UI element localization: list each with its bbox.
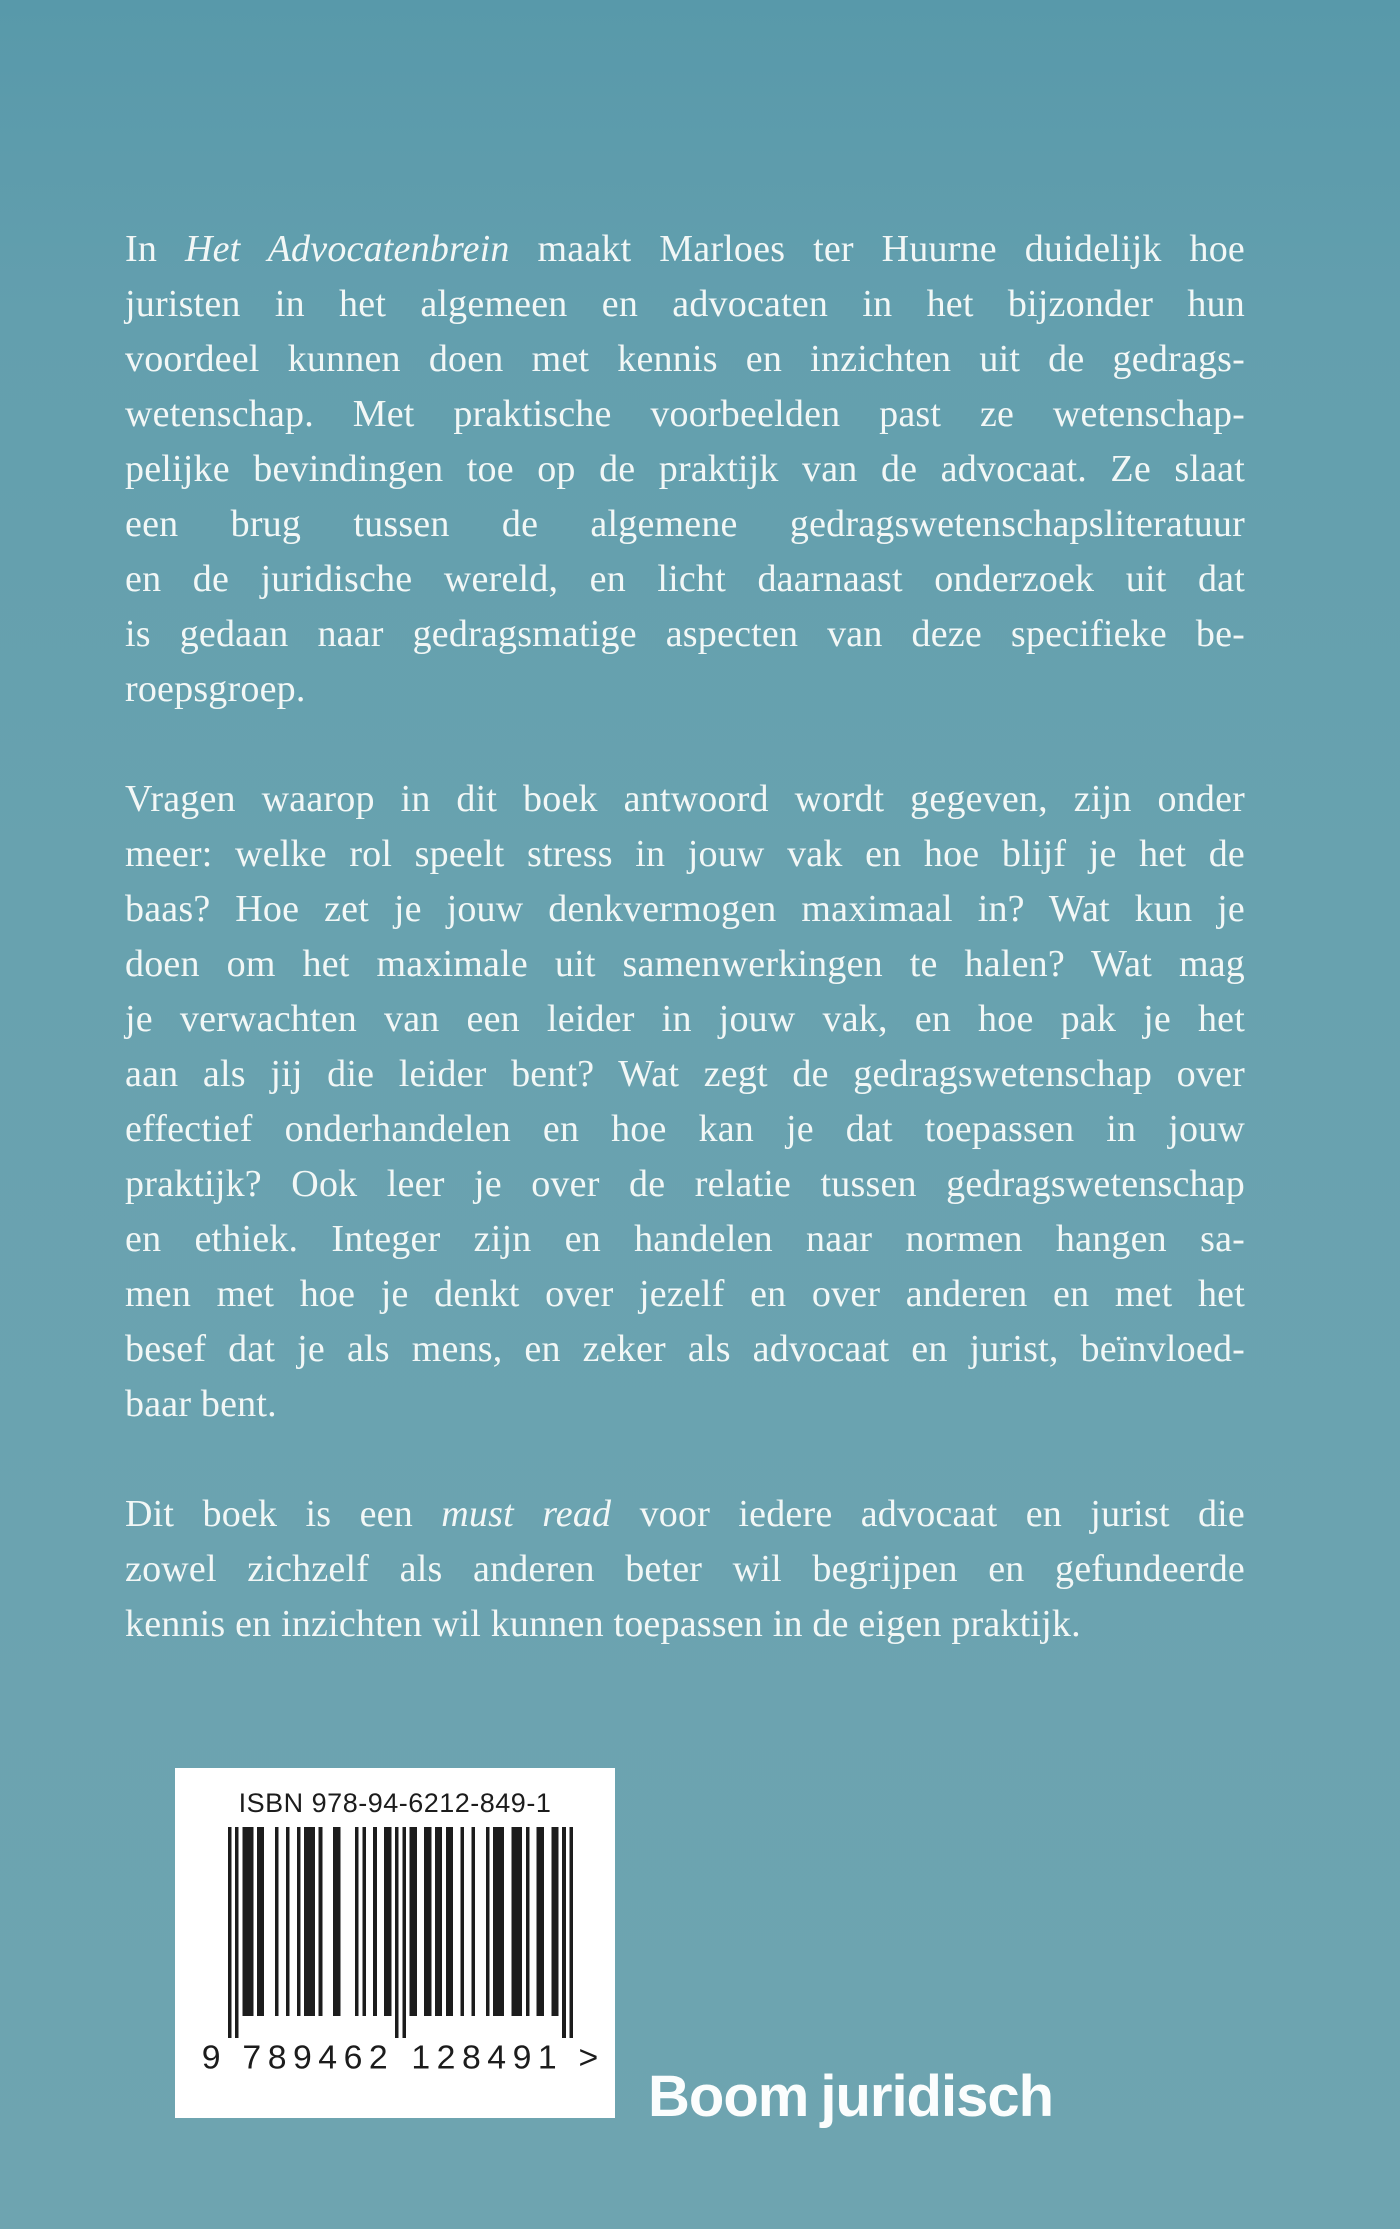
blurb-line: Dit boek is een must read voor iedere advocaat en jurist die [125, 1493, 1245, 1535]
blurb [125, 222, 1245, 1652]
blurb-line: is gedaan naar gedragsmatige aspecten van deze specifieke be- [125, 613, 1245, 655]
svg-text:128491: 128491 [411, 2038, 557, 2077]
blurb-line: besef dat je als mens, en zeker als advocaat en jurist, beïnvloed- [125, 1328, 1245, 1370]
blurb-line: effectief onderhandelen en hoe kan je dat toepassen in jouw [125, 1108, 1245, 1150]
blurb-line: meer: welke rol speelt stress in jouw vak en hoe blijf je het de [125, 833, 1245, 875]
svg-text:789462: 789462 [242, 2038, 388, 2077]
svg-text:>: > [578, 2038, 599, 2077]
blurb-line: wetenschap. Met praktische voorbeelden past ze wetenschap- [125, 393, 1245, 435]
publisher-logo-word2: juridisch [820, 2064, 1054, 2129]
blurb-line: doen om het maximale uit samenwerkingen te halen? Wat mag [125, 943, 1245, 985]
blurb-paragraph [125, 222, 1245, 717]
blurb-line: en de juridische wereld, en licht daarnaast onderzoek uit dat [125, 558, 1245, 600]
svg-text:9: 9 [201, 2038, 221, 2077]
blurb-line: aan als jij die leider bent? Wat zegt de gedragswetenschap over [125, 1053, 1245, 1095]
isbn-barcode-box [175, 1768, 615, 2118]
blurb-paragraph [125, 772, 1245, 1432]
blurb-line: juristen in het algemeen en advocaten in het bijzonder hun [125, 283, 1245, 325]
ean13-barcode [190, 1827, 600, 2085]
blurb-line: roepsgroep. [125, 668, 306, 710]
blurb-line: je verwachten van een leider in jouw vak, en hoe pak je het [125, 998, 1245, 1040]
blurb-line: baas? Hoe zet je jouw denkvermogen maximaal in? Wat kun je [125, 888, 1245, 930]
blurb-line: baar bent. [125, 1383, 277, 1425]
publisher-logo [648, 2062, 1053, 2132]
isbn-label: ISBN 978-94-6212-849-1 [238, 1788, 552, 1818]
blurb-line: kennis en inzichten wil kunnen toepassen in de eigen praktijk. [125, 1603, 1081, 1645]
blurb-line: men met hoe je denkt over jezelf en over anderen en met het [125, 1273, 1245, 1315]
blurb-line: Vragen waarop in dit boek antwoord wordt gegeven, zijn onder [125, 778, 1245, 820]
publisher-logo-word1: Boom [648, 2064, 809, 2129]
blurb-line: praktijk? Ook leer je over de relatie tussen gedragswetenschap [125, 1163, 1245, 1205]
blurb-line: voordeel kunnen doen met kennis en inzichten uit de gedrags- [125, 338, 1245, 380]
blurb-line: en ethiek. Integer zijn en handelen naar normen hangen sa- [125, 1218, 1245, 1260]
blurb-line: pelijke bevindingen toe op de praktijk van de advocaat. Ze slaat [125, 448, 1245, 490]
blurb-line: zowel zichzelf als anderen beter wil begrijpen en gefundeerde [125, 1548, 1245, 1590]
blurb-paragraph [125, 1487, 1245, 1652]
blurb-line: een brug tussen de algemene gedragswetenschapsliteratuur [125, 503, 1245, 545]
blurb-line: In Het Advocatenbrein maakt Marloes ter Huurne duidelijk hoe [125, 228, 1245, 270]
